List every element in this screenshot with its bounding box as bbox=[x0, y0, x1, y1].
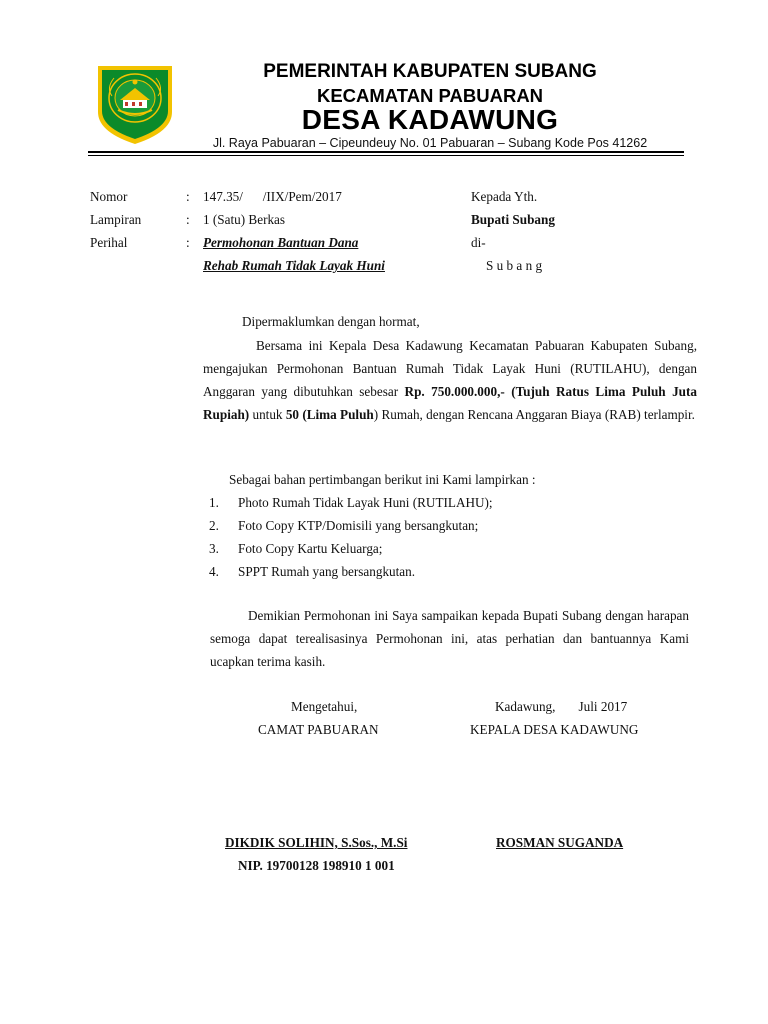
recipient-salutation: Kepada Yth. bbox=[471, 189, 538, 204]
list-item-number: 2. bbox=[209, 518, 219, 533]
list-intro: Sebagai bahan pertimbangan berikut ini Kami lampirkan : bbox=[229, 472, 536, 487]
letterhead-rule-thin bbox=[88, 155, 684, 156]
recipient-di: di- bbox=[471, 235, 486, 250]
list-item: SPPT Rumah yang bersangkutan. bbox=[238, 564, 416, 579]
paragraph-request: Bersama ini Kepala Desa Kadawung Kecamatan Pabuaran Kabupaten Subang, mengajukan Permohonan Bantuan Rumah Tidak Layak Huni (RUTILAHU), dengan Anggaran yang dibutuhkan sebesar Rp. 750.000.000,- (Tujuh Ratus Lima Puluh Juta Rupiah) untuk 50 (Lima Puluh) Rumah, dengan Rencana Anggaran Biaya (RAB) terlampir. bbox=[203, 338, 697, 422]
perihal-line1: Permohonan Bantuan Dana bbox=[203, 235, 359, 250]
signature-left-acknowledged: Mengetahui, bbox=[291, 699, 358, 714]
list-item-number: 3. bbox=[209, 541, 219, 556]
signature-left-name: DIKDIK SOLIHIN, S.Sos., M.Si bbox=[225, 835, 408, 850]
perihal-label: Perihal bbox=[90, 235, 128, 250]
nomor-colon: : bbox=[186, 189, 190, 204]
nomor-label: Nomor bbox=[90, 189, 128, 204]
paragraph-closing: Demikian Permohonan ini Saya sampaikan kepada Bupati Subang dengan harapan semoga dapat terealisasinya Permohonan ini, atas perhatian dan bantuannya Kami ucapkan terima kasih. bbox=[210, 608, 689, 669]
letterhead-district: KECAMATAN PABUARAN bbox=[316, 85, 544, 106]
list-item: Foto Copy Kartu Keluarga; bbox=[238, 541, 383, 556]
signature-left-title: CAMAT PABUARAN bbox=[258, 722, 379, 737]
letterhead-village: DESA KADAWUNG bbox=[301, 104, 559, 135]
lampiran-value: 1 (Satu) Berkas bbox=[203, 212, 286, 227]
lampiran-label: Lampiran bbox=[90, 212, 142, 227]
greeting: Dipermaklumkan dengan hormat, bbox=[242, 314, 420, 329]
list-item: Foto Copy KTP/Domisili yang bersangkutan; bbox=[238, 518, 479, 533]
list-item-number: 1. bbox=[209, 495, 219, 510]
recipient-city: S u b a n g bbox=[486, 258, 543, 273]
perihal-colon: : bbox=[186, 235, 190, 250]
signature-right-name: ROSMAN SUGANDA bbox=[496, 835, 624, 850]
kabupaten-subang-logo-icon bbox=[92, 60, 178, 146]
list-item-number: 4. bbox=[209, 564, 219, 579]
signature-right-title: KEPALA DESA KADAWUNG bbox=[470, 722, 639, 737]
letterhead-rule-thick bbox=[88, 151, 684, 153]
signature-right-place-date: Kadawung, Juli 2017 bbox=[495, 699, 628, 714]
signature-left-nip: NIP. 19700128 198910 1 001 bbox=[238, 858, 395, 873]
nomor-value: 147.35/ /IIX/Pem/2017 bbox=[203, 189, 342, 204]
letterhead-government: PEMERINTAH KABUPATEN SUBANG bbox=[263, 61, 597, 82]
letterhead-address: Jl. Raya Pabuaran – Cipeundeuy No. 01 Pabuaran – Subang Kode Pos 41262 bbox=[212, 136, 648, 150]
recipient-name: Bupati Subang bbox=[471, 212, 555, 227]
lampiran-colon: : bbox=[186, 212, 190, 227]
perihal-line2: Rehab Rumah Tidak Layak Huni bbox=[203, 258, 385, 273]
list-item: Photo Rumah Tidak Layak Huni (RUTILAHU); bbox=[238, 495, 493, 510]
